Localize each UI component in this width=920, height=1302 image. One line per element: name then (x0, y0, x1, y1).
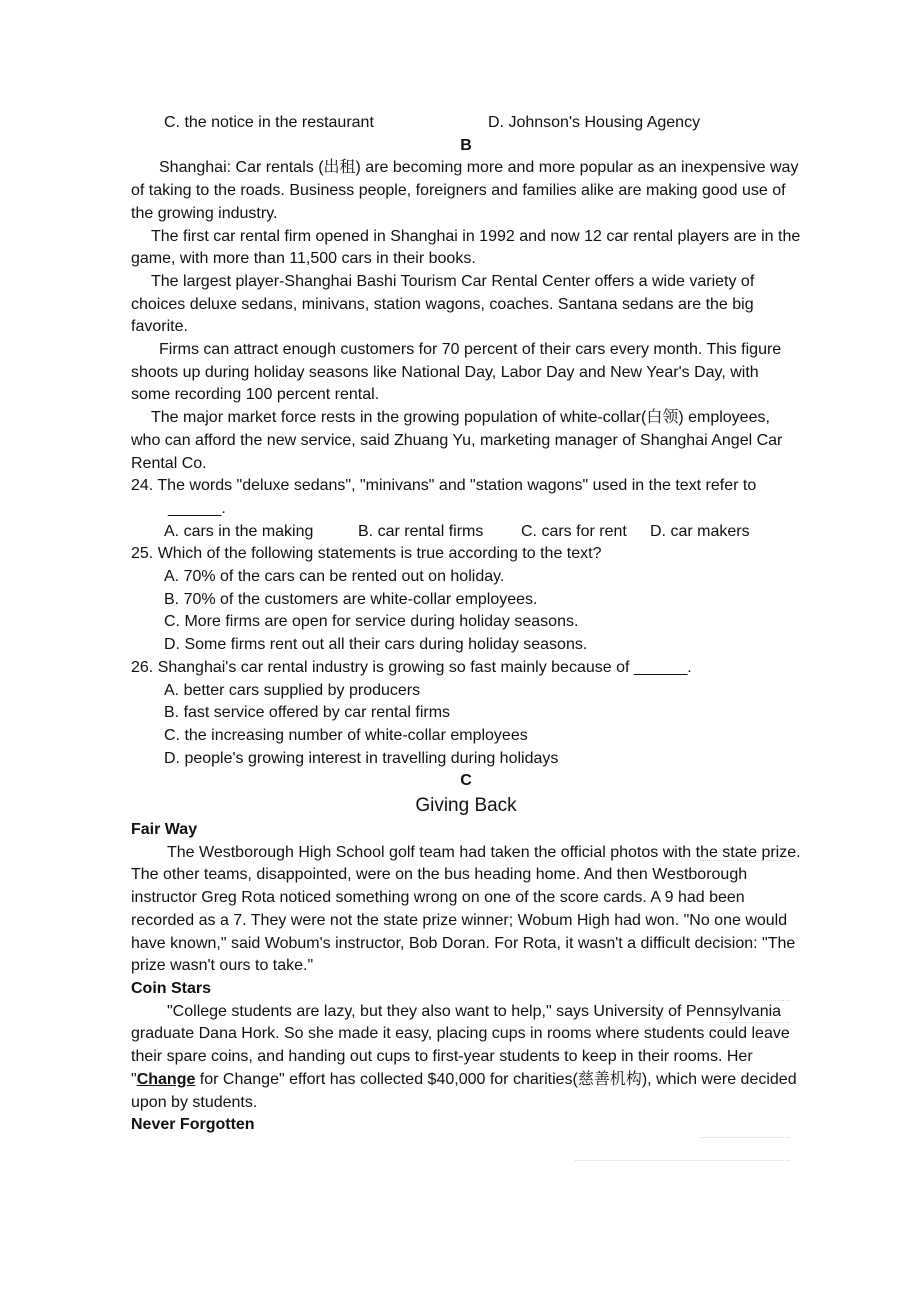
passage-b-paragraph-5: The major market force rests in the growing population of white-collar(白领) employees, who can afford the new service, said Zhuang Yu, marketing manager of Shanghai Angel Car Rental Co. (131, 409, 783, 472)
option-d: D. people's growing interest in travelling during holidays (164, 749, 559, 767)
dotted-guide-line (575, 1160, 790, 1161)
passage-c-title: Giving Back (415, 795, 517, 817)
option-a: A. cars in the making (164, 522, 314, 540)
dotted-guide-line (720, 1022, 790, 1023)
question-24-options (131, 521, 801, 544)
passage-b-paragraph-1: Shanghai: Car rentals (出租) are becoming more and more popular as an inexpensive way of taking to the roads. Business people, foreigners and families alike are making good use of the growing industry. (131, 159, 799, 222)
option-c: C. the notice in the restaurant (164, 114, 374, 131)
question-25 (131, 543, 801, 657)
underlined-word-change: Change (136, 1070, 196, 1088)
option-b: B. car rental firms (358, 522, 484, 540)
option-c: C. More firms are open for service during holiday seasons. (164, 613, 579, 631)
document-page (131, 112, 801, 1137)
question-26-stem: 26. Shanghai's car rental industry is growing so fast mainly because of ______. (131, 658, 692, 676)
passage-b-paragraph-3: The largest player-Shanghai Bashi Tourism Car Rental Center offers a wide variety of choices deluxe sedans, minivans, station wagons, coaches. Santana sedans are the big favorite. (131, 272, 755, 336)
fair-way-text: The Westborough High School golf team had taken the official photos with the state prize. The other teams, disappointed, were on the bus heading home. And then Westborough instructor Greg Rota noticed something wrong on one of the score cards. A 9 had been recorded as a 7. They were not the state prize winner; Wobum High had won. "No one would have known," said Wobum's instructor, Bob Doran. For Rota, it wasn't a difficult decision: "The prize wasn't ours to take." (131, 843, 801, 975)
question-26 (131, 657, 801, 771)
question-25-stem: 25. Which of the following statements is true according to the text? (131, 545, 602, 563)
question-24 (131, 475, 801, 543)
option-a: A. 70% of the cars can be rented out on holiday. (164, 568, 505, 586)
section-c-label: C (460, 772, 472, 790)
dotted-guide-line (755, 1000, 790, 1001)
passage-b-paragraph-4: Firms can attract enough customers for 70 percent of their cars every month. This figure shoots up during holiday seasons like National Day, Labor Day and New Year's Day, with some recording 100 percent rental. (131, 341, 782, 404)
option-a: A. better cars supplied by producers (164, 681, 421, 699)
option-c: C. cars for rent (521, 522, 627, 540)
previous-question-options (131, 112, 801, 135)
section-b-label: B (460, 136, 472, 154)
fair-way-heading: Fair Way (131, 821, 198, 839)
coin-stars-heading: Coin Stars (131, 979, 212, 997)
option-b: B. fast service offered by car rental firms (164, 704, 451, 722)
never-forgotten-heading: Never Forgotten (131, 1116, 255, 1134)
option-c: C. the increasing number of white-collar employees (164, 726, 528, 744)
coin-stars-text (131, 1001, 801, 1115)
option-d: D. car makers (650, 522, 750, 540)
passage-b-paragraph-2: The first car rental firm opened in Shanghai in 1992 and now 12 car rental players are in the game, with more than 11,500 cars in their books. (131, 227, 801, 268)
dotted-guide-line (700, 1137, 790, 1138)
option-d: D. Some firms rent out all their cars during holiday seasons. (164, 636, 588, 654)
option-b: B. 70% of the customers are white-collar employees. (164, 590, 538, 608)
question-24-stem: 24. The words "deluxe sedans", "minivans" and "station wagons" used in the text refer to (131, 477, 757, 495)
option-d: D. Johnson's Housing Agency (488, 114, 701, 131)
dotted-guide-line (700, 860, 790, 861)
coin-stars-text-before: "College students are lazy, but they also want to help," says University of Pennsylvania graduate Dana Hork. So she made it easy, placing cups in rooms where students could leave their spare coins, and handing out cups to first-year students to keep in their rooms. Her " (131, 1002, 790, 1088)
coin-stars-text-after: for Change" effort has collected $40,000 for charities(慈善机构), which were decided upon by students. (131, 1070, 797, 1111)
question-24-blank: ______. (168, 499, 226, 517)
